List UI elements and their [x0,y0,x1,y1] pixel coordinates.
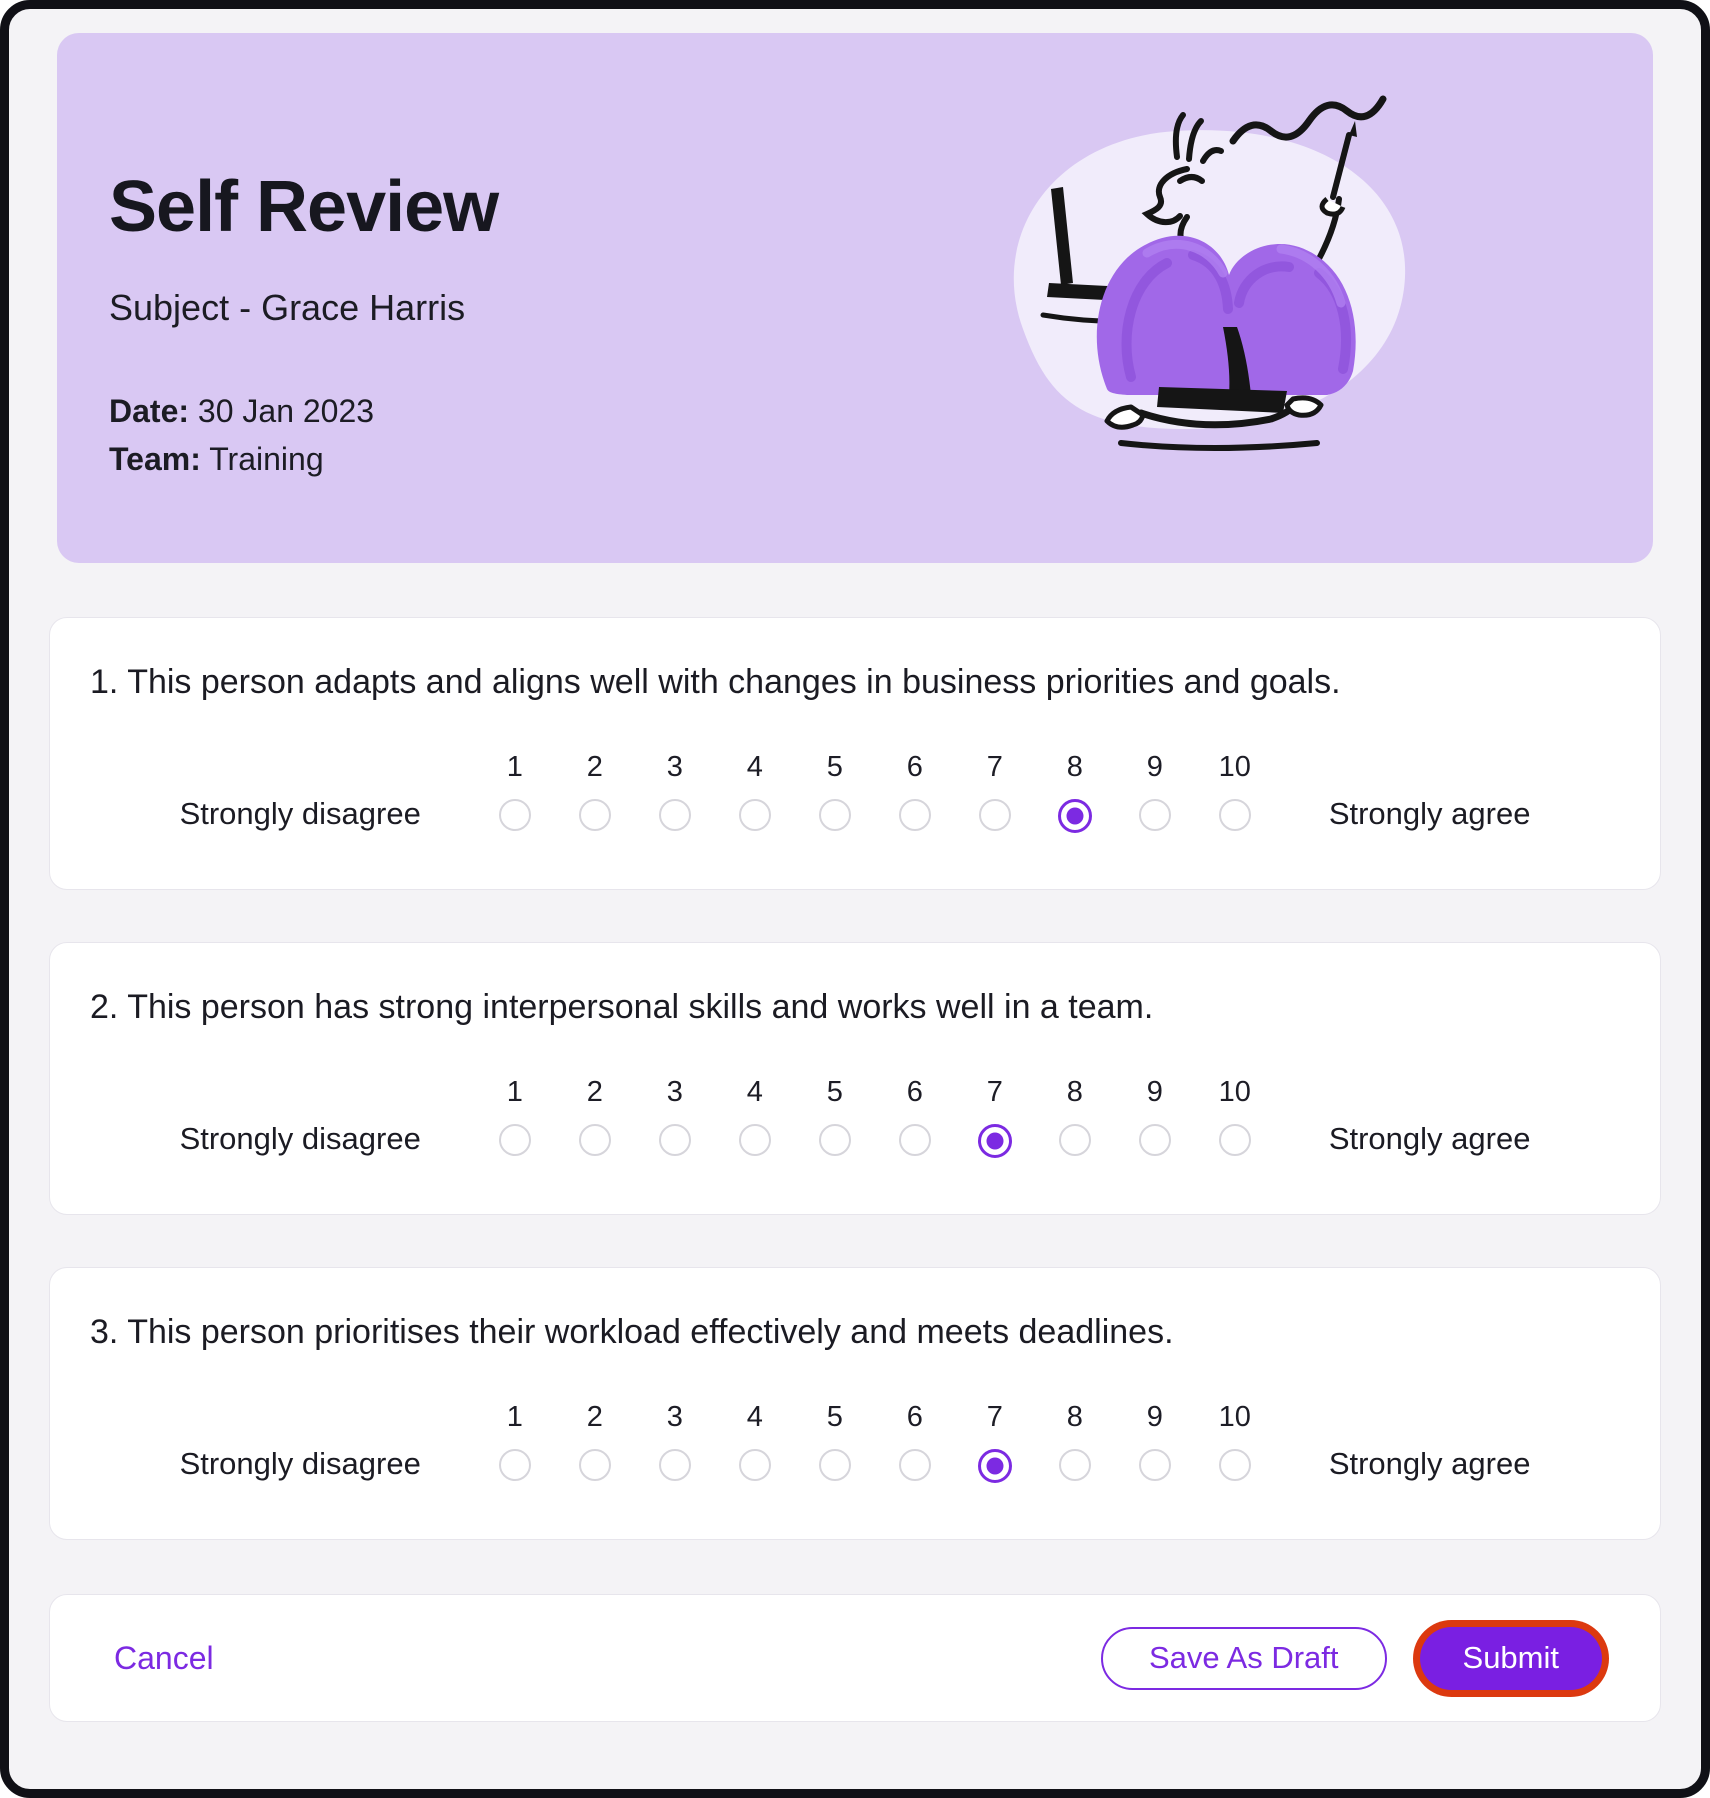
rating-number: 8 [1066,751,1083,784]
rating-number: 3 [666,1076,683,1109]
rating-scale [475,1401,1275,1483]
rating-radio[interactable] [659,799,691,831]
rating-option-1[interactable] [475,1401,555,1483]
rating-option-1[interactable] [475,1076,555,1158]
rating-number: 3 [666,1401,683,1434]
rating-option-6[interactable] [875,1076,955,1158]
rating-radio-selected[interactable] [1058,799,1092,833]
question-text: 3. This person prioritises their workload effectively and meets deadlines. [90,1313,1174,1352]
rating-option-6[interactable] [875,1401,955,1483]
question-text: 2. This person has strong interpersonal skills and works well in a team. [90,988,1154,1027]
rating-number: 2 [586,1076,603,1109]
rating-number: 7 [986,751,1003,784]
rating-radio[interactable] [739,1124,771,1156]
rating-option-2[interactable] [555,1076,635,1158]
rating-number: 10 [1218,751,1251,784]
rating-radio[interactable] [899,1449,931,1481]
rating-scale-row [90,1076,1620,1158]
rating-scale-row [90,1401,1620,1483]
rating-radio[interactable] [499,1449,531,1481]
question-card-3 [49,1267,1661,1540]
rating-option-9[interactable] [1115,1401,1195,1483]
rating-radio-selected[interactable] [978,1124,1012,1158]
rating-radio[interactable] [1219,1124,1251,1156]
rating-number: 7 [986,1076,1003,1109]
page-title: Self Review [109,167,499,247]
rating-radio[interactable] [579,1124,611,1156]
date-value: 30 Jan 2023 [197,393,375,429]
rating-option-7[interactable] [955,1401,1035,1483]
rating-number: 4 [746,1076,763,1109]
team-value: Training [209,441,324,477]
rating-number: 8 [1066,1076,1083,1109]
rating-radio[interactable] [979,799,1011,831]
max-label: Strongly agree [1328,796,1531,832]
rating-radio[interactable] [1139,799,1171,831]
rating-number: 3 [666,751,683,784]
rating-number: 5 [826,751,843,784]
rating-number: 2 [586,1401,603,1434]
rating-option-2[interactable] [555,751,635,833]
rating-number: 8 [1066,1401,1083,1434]
rating-radio[interactable] [899,1124,931,1156]
rating-radio[interactable] [819,799,851,831]
rating-radio[interactable] [819,1124,851,1156]
rating-option-7[interactable] [955,1076,1035,1158]
date-row [109,387,498,435]
rating-radio[interactable] [499,1124,531,1156]
rating-option-3[interactable] [635,1401,715,1483]
rating-option-4[interactable] [715,751,795,833]
rating-radio[interactable] [739,1449,771,1481]
rating-number: 5 [826,1401,843,1434]
rating-number: 9 [1146,1401,1163,1434]
rating-option-3[interactable] [635,1076,715,1158]
rating-number: 2 [586,751,603,784]
header-card [57,33,1653,563]
rating-radio[interactable] [579,799,611,831]
rating-option-9[interactable] [1115,751,1195,833]
rating-option-9[interactable] [1115,1076,1195,1158]
rating-number: 10 [1218,1076,1251,1109]
rating-scale [475,751,1275,833]
rating-radio[interactable] [1139,1449,1171,1481]
rating-number: 6 [906,1076,923,1109]
rating-option-4[interactable] [715,1401,795,1483]
footer-action-bar [49,1594,1661,1722]
rating-radio[interactable] [819,1449,851,1481]
rating-number: 5 [826,1076,843,1109]
team-label: Team: [109,441,201,477]
rating-number: 9 [1146,751,1163,784]
question-text: 1. This person adapts and aligns well with changes in business priorities and goals. [90,663,1341,701]
save-as-draft-button[interactable]: Save As Draft [1101,1627,1387,1690]
rating-radio[interactable] [579,1449,611,1481]
rating-option-4[interactable] [715,1076,795,1158]
meditating-person-illustration [981,77,1421,457]
rating-scale-row [90,751,1620,833]
cancel-link[interactable]: Cancel [114,1639,214,1676]
subject-line: Subject - Grace Harris [109,287,466,328]
rating-option-7[interactable] [955,751,1035,833]
rating-option-5[interactable] [795,1076,875,1158]
min-label: Strongly disagree [179,1446,421,1482]
rating-number: 10 [1218,1401,1251,1434]
rating-option-5[interactable] [795,751,875,833]
min-label: Strongly disagree [179,796,421,832]
max-label: Strongly agree [1328,1446,1531,1482]
rating-radio[interactable] [659,1124,691,1156]
rating-radio[interactable] [899,799,931,831]
submit-button[interactable]: Submit [1420,1627,1602,1690]
date-label: Date: [109,393,190,429]
question-card-1 [49,617,1661,890]
rating-option-5[interactable] [795,1401,875,1483]
rating-radio-selected[interactable] [978,1449,1012,1483]
rating-number: 6 [906,751,923,784]
meta-block [109,387,498,483]
max-label: Strongly agree [1328,1121,1531,1157]
rating-number: 4 [746,751,763,784]
rating-number: 1 [506,751,523,784]
rating-scale [475,1076,1275,1158]
question-card-2 [49,942,1661,1215]
rating-radio[interactable] [1059,1124,1091,1156]
rating-option-8[interactable] [1035,1076,1115,1158]
rating-radio[interactable] [1219,1449,1251,1481]
rating-number: 7 [986,1401,1003,1434]
rating-option-1[interactable] [475,751,555,833]
footer-buttons [1101,1627,1610,1690]
rating-option-10[interactable] [1195,1401,1275,1483]
min-label: Strongly disagree [179,1121,421,1157]
rating-number: 1 [506,1401,523,1434]
rating-option-8[interactable] [1035,751,1115,833]
rating-radio[interactable] [739,799,771,831]
rating-radio[interactable] [1139,1124,1171,1156]
rating-radio[interactable] [1219,799,1251,831]
rating-number: 4 [746,1401,763,1434]
rating-option-2[interactable] [555,1401,635,1483]
rating-option-6[interactable] [875,751,955,833]
rating-option-3[interactable] [635,751,715,833]
rating-radio[interactable] [1059,1449,1091,1481]
rating-option-10[interactable] [1195,751,1275,833]
header-text [109,167,499,483]
rating-radio[interactable] [499,799,531,831]
rating-number: 6 [906,1401,923,1434]
rating-option-8[interactable] [1035,1401,1115,1483]
rating-radio[interactable] [659,1449,691,1481]
rating-number: 9 [1146,1076,1163,1109]
rating-number: 1 [506,1076,523,1109]
team-row [109,435,498,483]
rating-option-10[interactable] [1195,1076,1275,1158]
